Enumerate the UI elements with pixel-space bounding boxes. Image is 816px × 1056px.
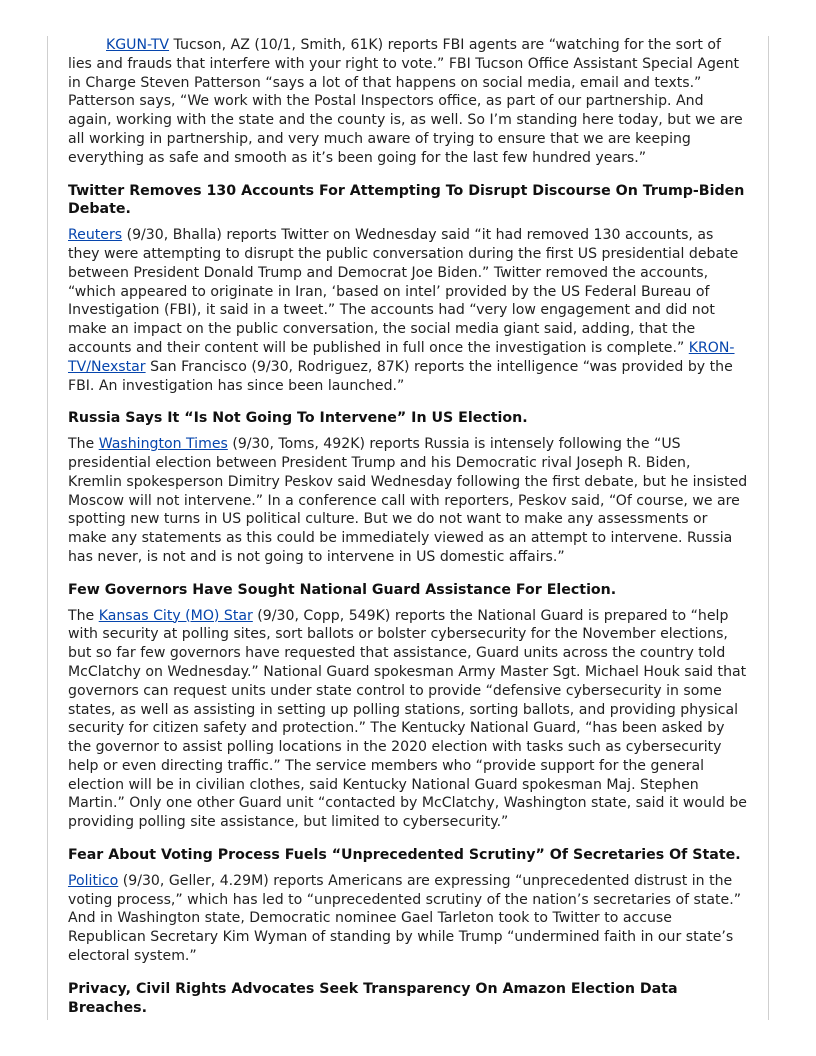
russia-text: (9/30, Toms, 492K) reports Russia is intensely following the “US presidential election between President Trump and his Democratic rival Joseph R. Biden, Kremlin spokesperson Dimitry Peskov said Wednesday following the first debate, but he insisted Moscow will not intervene.” In a conference call with reporters, Peskov said, “Of course, we are spotting new turns in US political culture. But we do not want to make any assessments or make any statements as this could be immediately viewed as an attempt to intervene. Russia has never, is not and is not going to intervene in US domestic affairs.” [68,436,748,565]
kgun-tv-link[interactable]: KGUN-TV [106,37,170,53]
twitter-text-1: (9/30, Bhalla) reports Twitter on Wednesday said “it had removed 130 accounts, as they were attempting to disrupt the public conversation during the first US presidential debate between President Donald Trump and Democrat Joe Biden.” Twitter removed the accounts, “which appeared to originate in Iran, ‘based on intel’ provided by the US Federal Bureau of Investigation (FBI), it said in a tweet.” The accounts had “very low engagement and did not make an impact on the public conversation, the social media giant said, adding, that the accounts and their content will be published in full once the investigation is complete.” [68,227,739,356]
document-body [68,36,748,1024]
politico-link[interactable]: Politico [68,872,119,889]
twitter-headline: Twitter Removes 130 Accounts For Attempting To Disrupt Discourse On Trump-Biden Debate. [68,182,745,218]
twitter-text-2: San Francisco (9/30, Rodriguez, 87K) reports the intelligence “was provided by the FBI. An investigation has since been launched.” [68,358,733,394]
privacy-headline: Privacy, Civil Rights Advocates Seek Transparency On Amazon Election Data Breaches. [68,980,678,1016]
kansas-city-star-link[interactable]: Kansas City (MO) Star [98,607,253,624]
national-guard-pre: The [68,607,99,624]
national-guard-paragraph [68,607,748,833]
russia-headline: Russia Says It “Is Not Going To Intervene” In US Election. [68,410,528,427]
national-guard-text: (9/30, Copp, 549K) reports the National Guard is prepared to “help with security at polling sites, sort ballots or bolster cybersecurity for the November elections, but so far few governors have requested that assistance, Guard units across the country told McClatchy on Wednesday.” National Guard spokesman Army Master Sgt. Michael Houk said that governors can request units under state control to provide “defensive cybersecurity in some states, as well as assisting in setting up polling stations, sorting ballots, and providing physical security for citizen safety and protection.” The Kentucky National Guard, “has been asked by the governor to assist polling locations in the 2020 election with tasks such as cybersecurity help or even directing traffic.” The service members who “provide support for the general election will be in civilian clothes, said Kentucky National Guard spokesman Maj. Stephen Martin.” Only one other Guard unit “contacted by McClatchy, Washington state, said it would be providing polling site assistance, but limited to cybersecurity.” [68,607,747,831]
kron-tv-nexstar-link[interactable]: KRON-TV/Nexstar [68,339,735,375]
right-margin-rule [768,36,769,1020]
twitter-paragraph [68,226,748,395]
russia-paragraph [68,435,748,567]
reuters-link[interactable]: Reuters [68,227,123,244]
kgun-text: Tucson, AZ (10/1, Smith, 61K) reports FBI agents are “watching for the sort of lies and frauds that interfere with your right to vote.” FBI Tucson Office Assistant Special Agent in Charge Steven Patterson “says a lot of that happens on social media, email and texts.” Patterson says, “We work with the Postal Inspectors office, as part of our partnership. And again, working with the state and the county is, as well. So I’m standing here today, but we are all working in partnership, and very much aware of trying to ensure that we are keeping everything as safe and smooth as it’s been going for the last few hundred years.” [68,37,743,166]
voting-fear-paragraph [68,872,748,966]
left-margin-rule [47,36,48,1020]
national-guard-headline: Few Governors Have Sought National Guard Assistance For Election. [68,581,617,598]
kgun-paragraph [68,36,748,168]
voting-fear-text: (9/30, Geller, 4.29M) reports Americans are expressing “unprecedented distrust in the voting process,” which has led to “unprecedented scrutiny of the nation’s secretaries of state.” And in Washington state, Democratic nominee Gael Tarleton took to Twitter to accuse Republican Secretary Kim Wyman of standing by while Trump “undermined faith in our state’s electoral system.” [68,872,742,965]
russia-pre: The [68,436,99,453]
washington-times-link[interactable]: Washington Times [98,436,228,453]
voting-fear-headline: Fear About Voting Process Fuels “Unprecedented Scrutiny” Of Secretaries Of State. [68,847,741,864]
